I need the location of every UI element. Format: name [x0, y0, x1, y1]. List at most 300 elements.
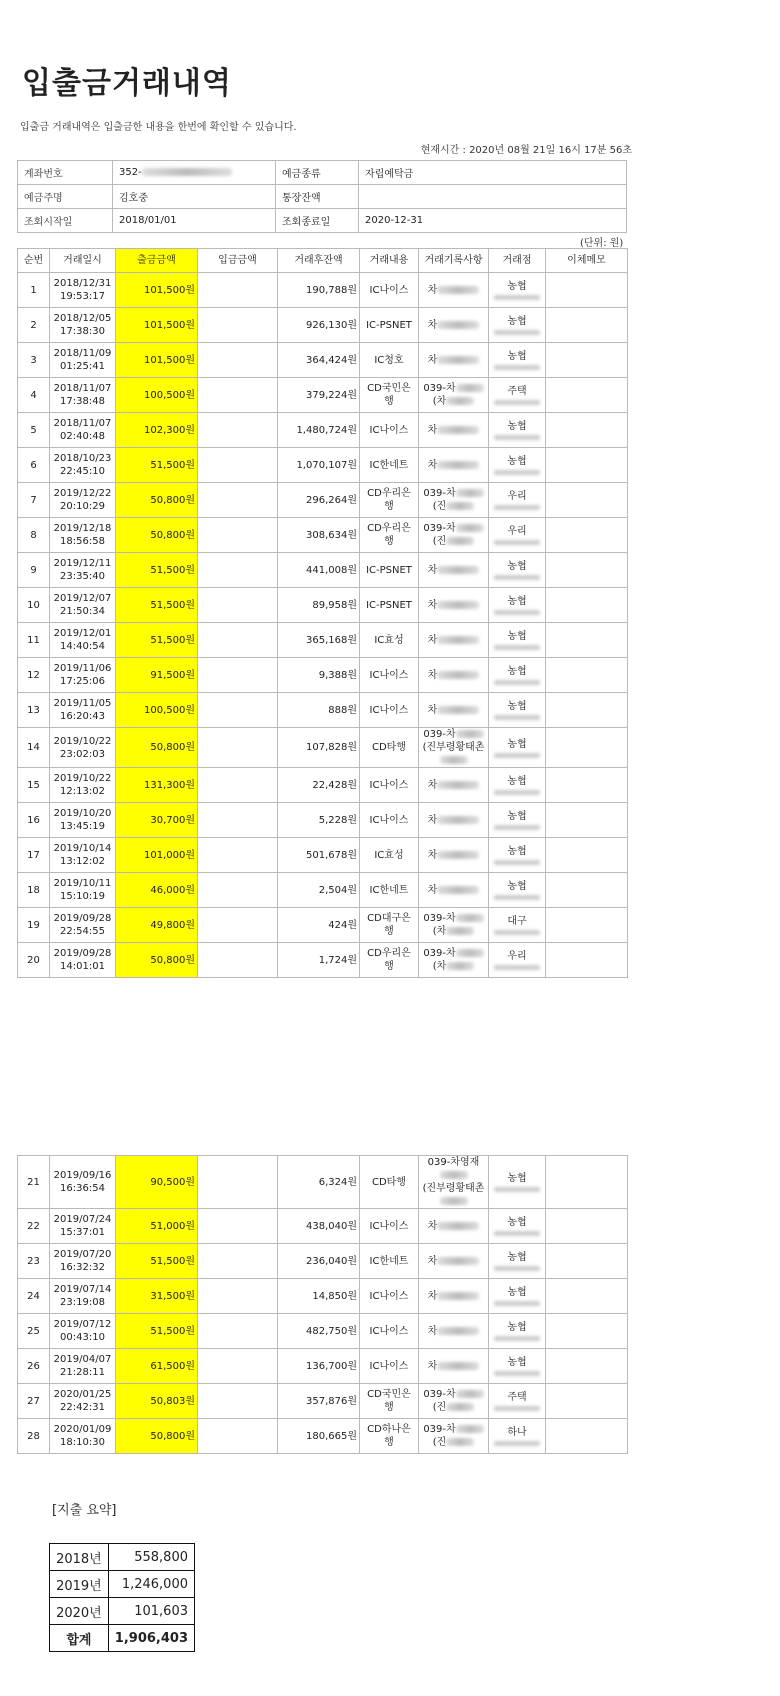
cell-deposit — [198, 413, 278, 448]
cell-no: 12 — [18, 658, 50, 693]
redacted-blur — [494, 575, 540, 580]
cell-transfer-memo — [546, 273, 628, 308]
cell-description: CD하나은행 — [360, 1419, 419, 1454]
cell-description: IC-PSNET — [360, 553, 419, 588]
table-row — [18, 448, 628, 483]
cell-balance: 424원 — [278, 908, 360, 943]
summary-value: 1,246,000 — [108, 1571, 194, 1598]
redacted-blur — [494, 930, 540, 935]
cell-datetime: 2018/10/23 22:45:10 — [50, 448, 116, 483]
cell-no: 18 — [18, 873, 50, 908]
cell-branch: 하나 — [489, 1419, 546, 1454]
cell-balance: 180,665원 — [278, 1419, 360, 1454]
cell-datetime: 2019/11/06 17:25:06 — [50, 658, 116, 693]
cell-no: 24 — [18, 1279, 50, 1314]
cell-description: IC나이스 — [360, 803, 419, 838]
cell-datetime: 2019/09/16 16:36:54 — [50, 1156, 116, 1209]
cell-transfer-memo — [546, 588, 628, 623]
redacted-blur — [494, 610, 540, 615]
cell-no: 17 — [18, 838, 50, 873]
redacted-blur — [494, 400, 540, 405]
cell-deposit — [198, 448, 278, 483]
cell-withdrawal: 50,800원 — [116, 1419, 198, 1454]
cell-withdrawal: 90,500원 — [116, 1156, 198, 1209]
redacted-blur — [446, 1438, 474, 1446]
table-row — [18, 1419, 628, 1454]
cell-deposit — [198, 803, 278, 838]
cell-description: IC한네트 — [360, 873, 419, 908]
cell-description: CD우리은행 — [360, 943, 419, 978]
cell-transfer-memo — [546, 1384, 628, 1419]
memo-line2: (진 — [432, 501, 447, 512]
cell-withdrawal: 131,300원 — [116, 768, 198, 803]
end-date-label: 조회종료일 — [276, 209, 359, 233]
table-row — [18, 378, 628, 413]
redacted-blur — [494, 1301, 540, 1306]
cell-description: IC청호 — [360, 343, 419, 378]
cell-branch: 농협 — [489, 553, 546, 588]
cell-balance: 441,008원 — [278, 553, 360, 588]
cell-withdrawal: 51,500원 — [116, 1314, 198, 1349]
cell-balance: 190,788원 — [278, 273, 360, 308]
cell-datetime: 2019/10/14 13:12:02 — [50, 838, 116, 873]
cell-branch: 농협 — [489, 413, 546, 448]
cell-memo: 039-차 (차 — [419, 378, 489, 413]
summary-year: 2019년 — [50, 1571, 109, 1598]
cell-withdrawal: 51,500원 — [116, 553, 198, 588]
cell-deposit — [198, 1279, 278, 1314]
cell-description: CD국민은행 — [360, 378, 419, 413]
cell-datetime: 2020/01/25 22:42:31 — [50, 1384, 116, 1419]
cell-no: 2 — [18, 308, 50, 343]
owner-value: 김호중 — [113, 185, 276, 209]
cell-description: IC나이스 — [360, 1314, 419, 1349]
memo-line2: (차 — [432, 961, 447, 972]
cell-branch: 농협 — [489, 1349, 546, 1384]
summary-value: 101,603 — [108, 1598, 194, 1625]
cell-memo: 차 — [419, 1209, 489, 1244]
cell-withdrawal: 61,500원 — [116, 1349, 198, 1384]
cell-balance: 308,634원 — [278, 518, 360, 553]
cell-no: 20 — [18, 943, 50, 978]
cell-balance: 2,504원 — [278, 873, 360, 908]
table-row — [18, 273, 628, 308]
table-row — [18, 623, 628, 658]
redacted-blur — [456, 524, 484, 532]
page-description: 입출금 거래내역은 입출금한 내용을 한번에 확인할 수 있습니다. — [20, 122, 297, 133]
redacted-blur — [437, 851, 479, 859]
cell-withdrawal: 101,500원 — [116, 308, 198, 343]
cell-withdrawal: 91,500원 — [116, 658, 198, 693]
cell-withdrawal: 49,800원 — [116, 908, 198, 943]
cell-no: 26 — [18, 1349, 50, 1384]
cell-deposit — [198, 693, 278, 728]
cell-memo: 차 — [419, 1314, 489, 1349]
cell-description: CD타행 — [360, 728, 419, 768]
summary-row — [50, 1544, 195, 1571]
cell-balance: 365,168원 — [278, 623, 360, 658]
redacted-blur — [494, 1406, 540, 1411]
cell-balance: 89,958원 — [278, 588, 360, 623]
deposit-type-value: 자립예탁금 — [359, 161, 627, 185]
cell-withdrawal: 46,000원 — [116, 873, 198, 908]
redacted-blur — [437, 461, 479, 469]
cell-memo: 차 — [419, 838, 489, 873]
col-header: 거래점 — [489, 249, 546, 273]
cell-deposit — [198, 1209, 278, 1244]
cell-memo: 차 — [419, 308, 489, 343]
redacted-blur — [494, 715, 540, 720]
redacted-blur — [142, 168, 232, 176]
cell-transfer-memo — [546, 343, 628, 378]
cell-memo: 차 — [419, 1244, 489, 1279]
col-header: 거래후잔액 — [278, 249, 360, 273]
summary-row — [50, 1598, 195, 1625]
cell-datetime: 2018/11/07 02:40:48 — [50, 413, 116, 448]
redacted-blur — [494, 860, 540, 865]
cell-description: CD타행 — [360, 1156, 419, 1209]
redacted-blur — [494, 790, 540, 795]
cell-withdrawal: 100,500원 — [116, 378, 198, 413]
cell-no: 10 — [18, 588, 50, 623]
redacted-blur — [494, 365, 540, 370]
col-header: 이체메모 — [546, 249, 628, 273]
start-date-value: 2018/01/01 — [113, 209, 276, 233]
cell-no: 21 — [18, 1156, 50, 1209]
redacted-blur — [437, 1222, 479, 1230]
redacted-blur — [437, 1362, 479, 1370]
cell-balance: 9,388원 — [278, 658, 360, 693]
account-info-table — [17, 160, 627, 233]
balance-label: 통장잔액 — [276, 185, 359, 209]
cell-datetime: 2019/07/14 23:19:08 — [50, 1279, 116, 1314]
redacted-blur — [456, 384, 484, 392]
redacted-blur — [437, 601, 479, 609]
unit-note: (단위: 원) — [580, 238, 624, 249]
cell-transfer-memo — [546, 728, 628, 768]
redacted-blur — [446, 397, 474, 405]
redacted-blur — [446, 1403, 474, 1411]
cell-withdrawal: 51,000원 — [116, 1209, 198, 1244]
summary-value: 558,800 — [108, 1544, 194, 1571]
cell-memo: 039-차 (진 — [419, 1384, 489, 1419]
memo-line2: (차 — [432, 396, 447, 407]
cell-withdrawal: 101,500원 — [116, 343, 198, 378]
redacted-blur — [437, 1327, 479, 1335]
cell-withdrawal: 102,300원 — [116, 413, 198, 448]
memo-line2: (진부령황태촌 — [422, 1183, 485, 1194]
redacted-blur — [437, 706, 479, 714]
transaction-table-page2 — [17, 1155, 628, 1454]
cell-transfer-memo — [546, 658, 628, 693]
table-row — [18, 343, 628, 378]
table-row — [18, 413, 628, 448]
cell-memo: 039-차 (진 — [419, 483, 489, 518]
cell-memo: 차 — [419, 588, 489, 623]
cell-withdrawal: 50,800원 — [116, 943, 198, 978]
cell-deposit — [198, 623, 278, 658]
cell-datetime: 2019/09/28 22:54:55 — [50, 908, 116, 943]
redacted-blur — [437, 286, 479, 294]
end-date-value: 2020-12-31 — [359, 209, 627, 233]
cell-deposit — [198, 343, 278, 378]
cell-transfer-memo — [546, 308, 628, 343]
cell-deposit — [198, 308, 278, 343]
account-no-label: 계좌번호 — [18, 161, 113, 185]
cell-description: CD우리은행 — [360, 483, 419, 518]
cell-memo: 차 — [419, 658, 489, 693]
cell-description: IC효성 — [360, 838, 419, 873]
table-row — [18, 873, 628, 908]
deposit-type-label: 예금종류 — [276, 161, 359, 185]
cell-balance: 357,876원 — [278, 1384, 360, 1419]
cell-no: 4 — [18, 378, 50, 413]
redacted-blur — [446, 537, 474, 545]
cell-transfer-memo — [546, 803, 628, 838]
cell-branch: 농협 — [489, 1209, 546, 1244]
cell-description: CD대구은행 — [360, 908, 419, 943]
balance-value — [359, 185, 627, 209]
redacted-blur — [437, 321, 479, 329]
cell-no: 11 — [18, 623, 50, 658]
redacted-blur — [494, 1187, 540, 1192]
cell-memo: 차 — [419, 1349, 489, 1384]
summary-table — [49, 1543, 195, 1652]
cell-withdrawal: 50,803원 — [116, 1384, 198, 1419]
redacted-blur — [437, 566, 479, 574]
cell-transfer-memo — [546, 1209, 628, 1244]
cell-no: 6 — [18, 448, 50, 483]
cell-branch: 우리 — [489, 483, 546, 518]
cell-datetime: 2018/12/31 19:53:17 — [50, 273, 116, 308]
cell-memo: 차 — [419, 343, 489, 378]
cell-deposit — [198, 943, 278, 978]
cell-branch: 농협 — [489, 273, 546, 308]
memo-line2: (진 — [432, 1437, 447, 1448]
cell-no: 16 — [18, 803, 50, 838]
table-row — [18, 658, 628, 693]
table-row — [18, 803, 628, 838]
cell-branch: 농협 — [489, 588, 546, 623]
cell-withdrawal: 51,500원 — [116, 588, 198, 623]
cell-datetime: 2019/07/12 00:43:10 — [50, 1314, 116, 1349]
cell-no: 15 — [18, 768, 50, 803]
cell-deposit — [198, 1244, 278, 1279]
cell-description: IC한네트 — [360, 448, 419, 483]
cell-memo: 차 — [419, 1279, 489, 1314]
cell-transfer-memo — [546, 518, 628, 553]
cell-branch: 농협 — [489, 838, 546, 873]
cell-memo: 차 — [419, 623, 489, 658]
cell-branch: 농협 — [489, 1314, 546, 1349]
redacted-blur — [494, 895, 540, 900]
cell-deposit — [198, 908, 278, 943]
redacted-blur — [494, 540, 540, 545]
cell-description: IC나이스 — [360, 273, 419, 308]
table-row — [18, 1279, 628, 1314]
cell-branch: 농협 — [489, 728, 546, 768]
cell-no: 5 — [18, 413, 50, 448]
cell-branch: 농협 — [489, 1244, 546, 1279]
redacted-blur — [456, 1390, 484, 1398]
redacted-blur — [437, 816, 479, 824]
redacted-blur — [440, 1197, 468, 1205]
cell-transfer-memo — [546, 943, 628, 978]
cell-datetime: 2019/07/24 15:37:01 — [50, 1209, 116, 1244]
cell-balance: 888원 — [278, 693, 360, 728]
page-title: 입출금거래내역 — [22, 66, 232, 101]
cell-branch: 농협 — [489, 343, 546, 378]
table-row — [18, 1384, 628, 1419]
redacted-blur — [494, 1441, 540, 1446]
redacted-blur — [437, 1257, 479, 1265]
cell-no: 14 — [18, 728, 50, 768]
cell-no: 1 — [18, 273, 50, 308]
cell-withdrawal: 30,700원 — [116, 803, 198, 838]
cell-memo: 차 — [419, 873, 489, 908]
cell-deposit — [198, 658, 278, 693]
table-row — [18, 943, 628, 978]
cell-deposit — [198, 1156, 278, 1209]
cell-memo: 차 — [419, 693, 489, 728]
redacted-blur — [494, 435, 540, 440]
cell-balance: 501,678원 — [278, 838, 360, 873]
cell-transfer-memo — [546, 623, 628, 658]
cell-description: IC효성 — [360, 623, 419, 658]
cell-deposit — [198, 768, 278, 803]
cell-deposit — [198, 483, 278, 518]
cell-memo: 039-차 (진부령황태촌 — [419, 728, 489, 768]
cell-balance: 296,264원 — [278, 483, 360, 518]
account-no-value: 352- — [113, 161, 276, 185]
cell-branch: 우리 — [489, 943, 546, 978]
cell-datetime: 2018/12/05 17:38:30 — [50, 308, 116, 343]
redacted-blur — [494, 965, 540, 970]
redacted-blur — [456, 914, 484, 922]
cell-balance: 438,040원 — [278, 1209, 360, 1244]
cell-deposit — [198, 1384, 278, 1419]
cell-transfer-memo — [546, 553, 628, 588]
cell-transfer-memo — [546, 1314, 628, 1349]
cell-balance: 1,480,724원 — [278, 413, 360, 448]
summary-total-value: 1,906,403 — [108, 1625, 194, 1652]
cell-datetime: 2019/12/18 18:56:58 — [50, 518, 116, 553]
cell-description: IC나이스 — [360, 413, 419, 448]
current-time: 현재시간 : 2020년 08월 21일 16시 17분 56초 — [420, 145, 632, 156]
cell-branch: 농협 — [489, 308, 546, 343]
cell-branch: 농협 — [489, 658, 546, 693]
cell-transfer-memo — [546, 378, 628, 413]
cell-withdrawal: 51,500원 — [116, 448, 198, 483]
cell-withdrawal: 50,800원 — [116, 728, 198, 768]
col-header: 순번 — [18, 249, 50, 273]
cell-deposit — [198, 1314, 278, 1349]
cell-transfer-memo — [546, 1349, 628, 1384]
cell-memo: 차 — [419, 413, 489, 448]
cell-datetime: 2019/04/07 21:28:11 — [50, 1349, 116, 1384]
cell-memo: 039-차 (차 — [419, 908, 489, 943]
redacted-blur — [437, 671, 479, 679]
redacted-blur — [456, 730, 484, 738]
cell-deposit — [198, 728, 278, 768]
cell-memo: 039-차 (진 — [419, 1419, 489, 1454]
cell-withdrawal: 51,500원 — [116, 623, 198, 658]
owner-label: 예금주명 — [18, 185, 113, 209]
redacted-blur — [494, 505, 540, 510]
summary-year: 2018년 — [50, 1544, 109, 1571]
cell-description: IC나이스 — [360, 693, 419, 728]
cell-balance: 14,850원 — [278, 1279, 360, 1314]
cell-balance: 6,324원 — [278, 1156, 360, 1209]
cell-deposit — [198, 1349, 278, 1384]
cell-no: 13 — [18, 693, 50, 728]
cell-balance: 926,130원 — [278, 308, 360, 343]
cell-no: 25 — [18, 1314, 50, 1349]
cell-no: 27 — [18, 1384, 50, 1419]
cell-branch: 농협 — [489, 768, 546, 803]
cell-no: 7 — [18, 483, 50, 518]
redacted-blur — [456, 489, 484, 497]
cell-withdrawal: 101,500원 — [116, 273, 198, 308]
table-row — [18, 908, 628, 943]
summary-total-label: 합계 — [50, 1625, 109, 1652]
cell-transfer-memo — [546, 693, 628, 728]
summary-total-row — [50, 1625, 195, 1652]
table-row — [18, 693, 628, 728]
redacted-blur — [440, 1171, 468, 1179]
cell-datetime: 2019/12/22 20:10:29 — [50, 483, 116, 518]
table-row — [18, 838, 628, 873]
redacted-blur — [437, 886, 479, 894]
cell-no: 19 — [18, 908, 50, 943]
cell-transfer-memo — [546, 413, 628, 448]
cell-datetime: 2019/10/22 12:13:02 — [50, 768, 116, 803]
cell-no: 23 — [18, 1244, 50, 1279]
cell-memo: 039-차 (진 — [419, 518, 489, 553]
redacted-blur — [456, 949, 484, 957]
cell-description: CD우리은행 — [360, 518, 419, 553]
table-row — [18, 483, 628, 518]
redacted-blur — [494, 1266, 540, 1271]
start-date-label: 조회시작일 — [18, 209, 113, 233]
table-row — [18, 1156, 628, 1209]
cell-memo: 차 — [419, 273, 489, 308]
redacted-blur — [437, 356, 479, 364]
cell-transfer-memo — [546, 873, 628, 908]
cell-transfer-memo — [546, 838, 628, 873]
cell-withdrawal: 31,500원 — [116, 1279, 198, 1314]
cell-datetime: 2019/12/01 14:40:54 — [50, 623, 116, 658]
cell-deposit — [198, 518, 278, 553]
cell-branch: 우리 — [489, 518, 546, 553]
cell-withdrawal: 101,000원 — [116, 838, 198, 873]
cell-branch: 농협 — [489, 803, 546, 838]
cell-balance: 236,040원 — [278, 1244, 360, 1279]
col-header: 거래일시 — [50, 249, 116, 273]
col-header: 거래내용 — [360, 249, 419, 273]
redacted-blur — [456, 1425, 484, 1433]
table-row — [18, 553, 628, 588]
cell-datetime: 2019/09/28 14:01:01 — [50, 943, 116, 978]
cell-description: CD국민은행 — [360, 1384, 419, 1419]
cell-branch: 농협 — [489, 448, 546, 483]
cell-branch: 주택 — [489, 1384, 546, 1419]
cell-transfer-memo — [546, 1419, 628, 1454]
cell-balance: 107,828원 — [278, 728, 360, 768]
memo-line2: (진 — [432, 1402, 447, 1413]
cell-balance: 136,700원 — [278, 1349, 360, 1384]
memo-line2: (진 — [432, 536, 447, 547]
